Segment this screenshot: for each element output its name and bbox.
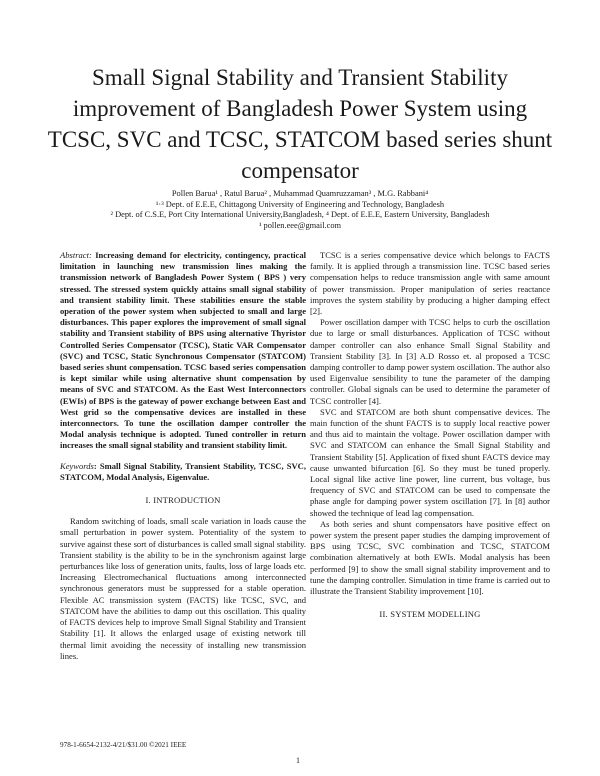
keywords-label: Keywords [60, 460, 94, 471]
left-column [60, 250, 306, 662]
paragraph-power-oscillation-damper: Power oscillation damper with TCSC helps to curb the oscillation due to large or small disturbances. Application of TCSC without damper controller can also enhance Small Signal Stability and Transient Stability [3]. In [3] A.D Rosso et. al proposed a TCSC damping controller to damp power system oscillation. The author also used Eigenvalue sensibility to tune the parameter of the damping controller. Global signals can be used to determine the parameter of TCSC controller [4]. [310, 317, 550, 406]
right-column [310, 250, 550, 631]
affiliation-line-1: ¹·³ Dept. of E.E.E, Chittagong University of Engineering and Technology, Bangladesh [155, 199, 445, 209]
paragraph-tcsc: TCSC is a series compensative device which belongs to FACTS family. It is applied through a transmission line. TCSC based series compensation helps to reduce transmission angle with same amount of power transmission. Proper manipulation of series reactance improves the system stability by producing a higher damping effect [2]. [310, 250, 550, 317]
section-heading-system-modelling: II. SYSTEM MODELLING [379, 609, 481, 620]
abstract-label: Abstract: [60, 250, 92, 260]
paper-title: Small Signal Stability and Transient Stability improvement of Bangladesh Power System using TCSC, SVC and TCSC, STATCOM based series shunt compensator [47, 65, 553, 183]
page-number: 1 [296, 756, 300, 765]
copyright-footer: 978-1-6654-2132-4/21/$31.00 ©2021 IEEE [60, 741, 187, 749]
paragraph-svc-statcom: SVC and STATCOM are both shunt compensative devices. The main function of the shunt FACTS is to supply local reactive power and thus aid to maintain the voltage. Power oscillation damper with SVC and STATCOM can enhance the Small Signal Stability and Transient Stability [5]. Application of fixed shunt FACTS device may cause unwanted bifurcation [6]. So they must be tuned properly. Local signal like active line power, line current, bus voltage, bus frequency of SVC and STATCOM can be used to compensate the phase angle for damping power system oscillation [7]. In [8] author showed the technique of lead lag compensation. [310, 406, 550, 518]
abstract [60, 250, 306, 452]
author-block [40, 189, 560, 231]
author-names: Pollen Barua¹ , Ratul Barua² , Muhammad Quamruzzaman³ , M.G. Rabbani⁴ [171, 189, 429, 198]
intro-paragraph: Random switching of loads, small scale variation in loads cause the small perturbation in power system. Potentiality of the system to survive against these sort of disturbances is called small signal stability. Transient stability is the ability to be in the synchronism against large perturbances like loss of generation units, faults, loss of large loads etc. Increasing Electromechanical fluctuations among interconnected synchronous generators must be suppressed for a stable operation. Flexible AC transmission system (FACTS) like TCSC, SVC, and STATCOM have the abilities to damp out this oscillation. This quality of FACTS devices help to improve Small Signal Stability and Transient Stability [1]. It allows the enlarged usage of existing network till thermal limit avoiding the necessity of installing new transmission lines. [60, 516, 306, 661]
author-email: ¹ pollen.eee@gmail.com [258, 220, 342, 230]
affiliation-line-2: ² Dept. of C.S.E, Port City International University,Bangladesh, ⁴ Dept. of E.E.E, Eastern University, Bangladesh [110, 210, 490, 220]
section-heading-introduction: I. INTRODUCTION [145, 495, 221, 506]
keywords [60, 461, 306, 483]
paragraph-series-shunt: As both series and shunt compensators have positive effect on power system the present paper studies the damping improvement of BPS using TCSC, SVC combination and TCSC, STATCOM combination alternatively at both EWIs. Modal analysis has been performed [9] to show the small signal stability improvement and to tune the damping controller. Simulation in time frame is carried out to illustrate the Transient Stability improvement [10]. [310, 518, 550, 597]
abstract-text: Increasing demand for electricity, contingency, practical limitation in launching new transmission lines making the transmission network of Bangladesh Power System ( BPS ) very stressed. The stressed system quickly attains small signal stability and transient stability limit. These stabilities ensure the stable operation of the power system when subjected to small and large disturbances. This paper explores the improvement of small signal stability and Transient stability of BPS using alternative Thyristor Controlled Series Compensator (TCSC), Static VAR Compensator (SVC) and TCSC, Static Synchronous Compensator (STATCOM) based series shunt compensation. TCSC based series compensation is kept similar while using alternative shunt compensation by means of SVC and STATCOM. As the East West Interconnectors (EWIs) of BPS is the gateway of power exchange between East and West grid so the compensative devices are installed in these interconnectors. To tune the oscillation damper controller the Modal analysis technique is adopted. Tuned controller in return increases the small signal stability and transient stability limit. [60, 250, 306, 451]
keywords-text: : Small Signal Stability, Transient Stability, TCSC, SVC, STATCOM, Modal Analysis, Eigenvalue. [60, 460, 306, 482]
